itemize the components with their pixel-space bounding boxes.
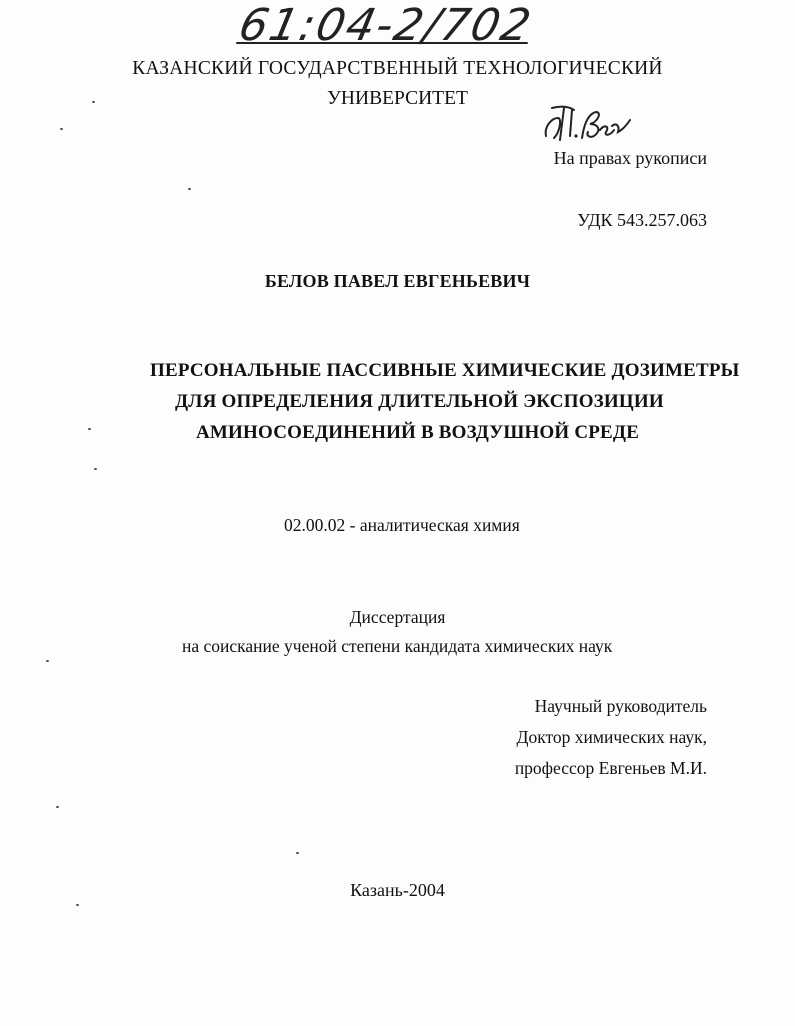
thesis-title-line1: ПЕРСОНАЛЬНЫЕ ПАССИВНЫЕ ХИМИЧЕСКИЕ ДОЗИМЕТРЫ bbox=[150, 360, 740, 381]
signature bbox=[538, 96, 638, 146]
university-name-line2: УНИВЕРСИТЕТ bbox=[327, 88, 468, 109]
scan-speck bbox=[56, 806, 59, 808]
advisor-name: профессор Евгеньев М.И. bbox=[514, 758, 707, 778]
specialty-code: 02.00.02 - аналитическая химия bbox=[284, 515, 520, 535]
thesis-title-line3: АМИНОСОЕДИНЕНИЙ В ВОЗДУШНОЙ СРЕДЕ bbox=[196, 422, 640, 443]
udc-code: УДК 543.257.063 bbox=[577, 210, 707, 230]
dissertation-label: Диссертация bbox=[349, 607, 446, 627]
advisor-degree: Доктор химических наук, bbox=[516, 727, 707, 747]
scan-speck bbox=[76, 904, 79, 906]
thesis-title-line2: ДЛЯ ОПРЕДЕЛЕНИЯ ДЛИТЕЛЬНОЙ ЭКСПОЗИЦИИ bbox=[175, 391, 664, 412]
city-year: Казань-2004 bbox=[350, 880, 445, 900]
scan-speck bbox=[188, 188, 191, 190]
scan-speck bbox=[88, 428, 91, 430]
degree-line: на соискание ученой степени кандидата химических наук bbox=[182, 636, 613, 656]
author-name: БЕЛОВ ПАВЕЛ ЕВГЕНЬЕВИЧ bbox=[264, 271, 531, 291]
advisor-label: Научный руководитель bbox=[534, 696, 707, 716]
scan-speck bbox=[60, 128, 63, 130]
scan-speck bbox=[92, 101, 95, 103]
scan-speck bbox=[94, 468, 97, 470]
handwritten-archive-number: 61:04-2/702 bbox=[234, 0, 537, 51]
manuscript-note: На правах рукописи bbox=[553, 148, 707, 168]
scan-speck bbox=[46, 660, 49, 662]
scan-speck bbox=[296, 852, 299, 854]
university-name-line1: КАЗАНСКИЙ ГОСУДАРСТВЕННЫЙ ТЕХНОЛОГИЧЕСКИЙ bbox=[132, 58, 663, 79]
